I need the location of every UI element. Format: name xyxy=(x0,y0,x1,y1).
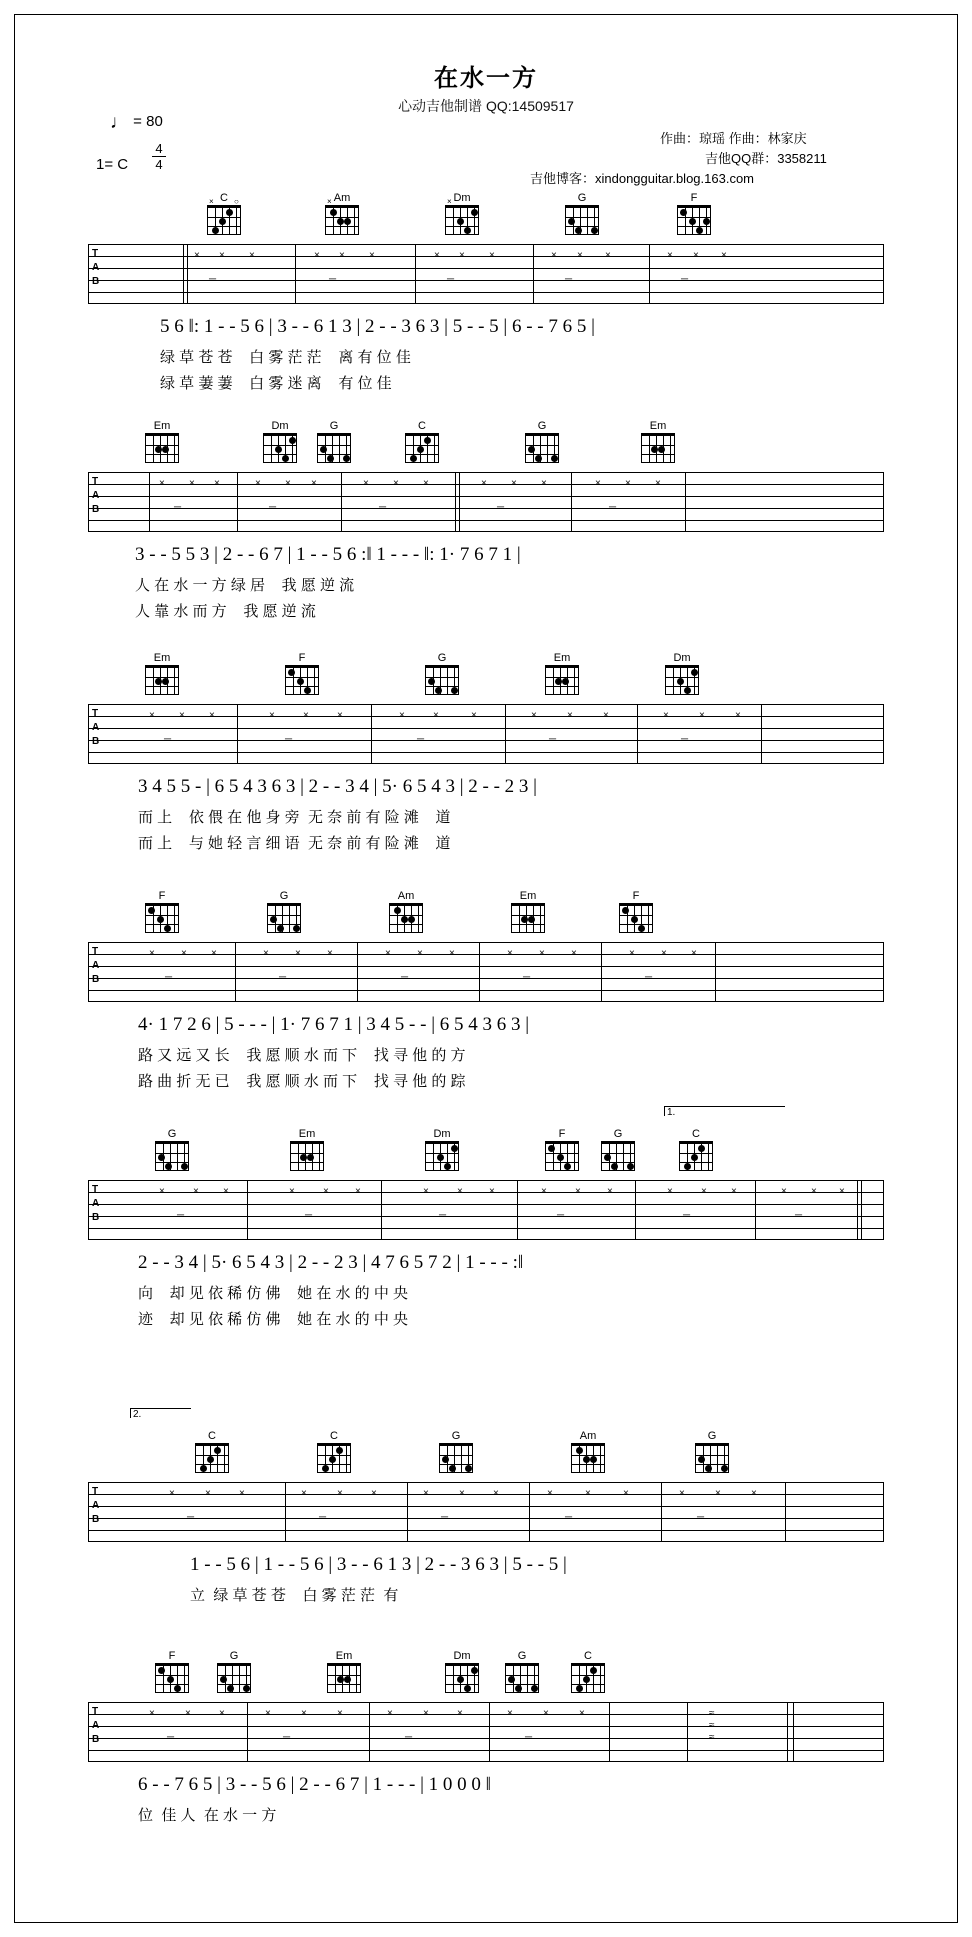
composer-credit: 作曲：琼瑶 作曲：林家庆 xyxy=(660,131,807,146)
chord-diagram-row xyxy=(0,890,972,942)
chord-grid xyxy=(641,433,675,463)
lyrics-row-4b: 路 曲 折 无 已 我 愿 顺 水 而 下 找 寻 他 的 踪 xyxy=(138,1073,466,1090)
chord-diagram-em: Em xyxy=(285,1128,329,1171)
chord-diagram-g: G xyxy=(420,652,464,695)
chord-diagram-c-2: C xyxy=(312,1430,356,1473)
chord-grid xyxy=(425,665,459,695)
chord-grid xyxy=(145,665,179,695)
chord-grid: × xyxy=(325,205,359,235)
chord-diagram-row xyxy=(0,192,972,244)
lyrics-row-2a: 人 在 水 一 方 绿 居 我 愿 逆 流 xyxy=(135,577,355,594)
chord-diagram-em: Em xyxy=(140,420,184,463)
chord-diagram-c: C xyxy=(190,1430,234,1473)
chord-diagram-g: G xyxy=(560,192,604,235)
system-2 xyxy=(0,420,972,626)
lyrics-row-7a: 位 佳 人 在 水 一 方 xyxy=(138,1807,277,1824)
lyrics-row-1b: 绿 草 萋 萋 白 雾 迷 离 有 位 佳 xyxy=(160,375,392,392)
chord-grid xyxy=(505,1663,539,1693)
chord-diagram-em-2: Em xyxy=(540,652,584,695)
chord-diagram-g: G xyxy=(262,890,306,933)
time-signature xyxy=(152,142,166,171)
chord-diagram-dm: Dm xyxy=(258,420,302,463)
chord-grid xyxy=(445,1663,479,1693)
lyrics-row-2b: 人 靠 水 而 方 我 愿 逆 流 xyxy=(135,603,316,620)
chord-diagram-dm: Dm × xyxy=(440,192,484,235)
chord-grid xyxy=(267,903,301,933)
lyrics-row-3b: 而 上 与 她 轻 言 细 语 无 奈 前 有 险 滩 道 xyxy=(138,835,451,852)
chord-grid xyxy=(389,903,423,933)
system-6 xyxy=(0,1409,972,1610)
tab-staff-4: T A B × × × ─ × × × ─ × × × ─ × × × ─ × × × ─ xyxy=(88,942,884,1002)
tempo-value: = 80 xyxy=(133,113,163,130)
chord-grid: × ○ xyxy=(207,205,241,235)
chord-diagram-g-2: G xyxy=(596,1128,640,1171)
chord-grid xyxy=(677,205,711,235)
chord-grid xyxy=(545,1141,579,1171)
chord-diagram-g: G xyxy=(150,1128,194,1171)
tab-clef: T A B xyxy=(92,1184,100,1223)
tab-staff-7: T A B × × × ─ × × × ─ × × × ─ × × × ─ ≈ ≈ ≈ xyxy=(88,1702,884,1762)
melody-numbers-5: 2 - - 3 4 | 5· 6 5 4 3 | 2 - - 2 3 | 4 7 6 5 7 2 | 1 - - - :‖ xyxy=(138,1252,524,1273)
lyrics-row-5b: 迹 却 见 依 稀 仿 佛 她 在 水 的 中 央 xyxy=(138,1311,409,1328)
chord-grid xyxy=(665,665,699,695)
chord-diagram-g: G xyxy=(434,1430,478,1473)
chord-diagram-dm: Dm xyxy=(660,652,704,695)
chord-grid xyxy=(217,1663,251,1693)
chord-grid xyxy=(439,1443,473,1473)
tempo-marking xyxy=(110,112,163,134)
system-3 xyxy=(0,652,972,858)
page-title: 在水一方 xyxy=(434,65,538,92)
chord-diagram-c: C xyxy=(674,1128,718,1171)
qq-group-credit: 吉他QQ群：3358211 xyxy=(705,151,827,166)
tab-staff-1: T A B × × × ─ × × × ─ × × × ─ × × × ─ × × × ─ xyxy=(88,244,884,304)
lyrics-row-5a: 向 却 见 依 稀 仿 佛 她 在 水 的 中 央 xyxy=(138,1285,409,1302)
chord-grid xyxy=(525,433,559,463)
key-signature: 1= C xyxy=(96,156,129,173)
tab-clef: T A B xyxy=(92,476,100,515)
chord-diagram-g: G xyxy=(212,1650,256,1693)
chord-grid xyxy=(145,433,179,463)
chord-diagram-row xyxy=(0,420,972,472)
chord-grid xyxy=(195,1443,229,1473)
tab-staff-5: T A B × × × ─ × × × ─ × × × ─ × × × ─ × × × ─ × × × ─ xyxy=(88,1180,884,1240)
chord-grid: × xyxy=(445,205,479,235)
chord-grid xyxy=(695,1443,729,1473)
lyrics-row-3a: 而 上 依 偎 在 他 身 旁 无 奈 前 有 险 滩 道 xyxy=(138,809,451,826)
melody-numbers-2: 3 - - 5 5 3 | 2 - - 6 7 | 1 - - 5 6 :‖ 1 - - - ‖: 1· 7 6 7 1 | xyxy=(135,544,521,565)
blog-credit: 吉他博客：xindongguitar.blog.163.com xyxy=(530,171,755,186)
melody-numbers-4: 4· 1 7 2 6 | 5 - - - | 1· 7 6 7 1 | 3 4 5 - - | 6 5 4 3 6 3 | xyxy=(138,1014,530,1035)
chord-diagram-g-2: G xyxy=(500,1650,544,1693)
lyrics-row-4a: 路 又 远 又 长 我 愿 顺 水 而 下 找 寻 他 的 方 xyxy=(138,1047,466,1064)
chord-grid xyxy=(425,1141,459,1171)
chord-grid xyxy=(145,903,179,933)
tab-staff-6: T A B × × × ─ × × × ─ × × × ─ × × × ─ × × × ─ xyxy=(88,1482,884,1542)
chord-diagram-c: C xyxy=(400,420,444,463)
chord-grid xyxy=(285,665,319,695)
chord-grid xyxy=(571,1443,605,1473)
melody-numbers-7: 6 - - 7 6 5 | 3 - - 5 6 | 2 - - 6 7 | 1 - - - | 1 0 0 0 ‖ xyxy=(138,1774,491,1795)
volta-1-bracket: 1. xyxy=(664,1106,785,1116)
tab-clef: T A B xyxy=(92,1486,100,1525)
chord-diagram-f: F xyxy=(540,1128,584,1171)
chord-grid xyxy=(571,1663,605,1693)
chord-grid xyxy=(601,1141,635,1171)
lyrics-row-1a: 绿 草 苍 苍 白 雾 茫 茫 离 有 位 佳 xyxy=(160,349,411,366)
chord-diagram-dm: Dm xyxy=(420,1128,464,1171)
chord-grid xyxy=(317,1443,351,1473)
volta-2-bracket: 2. xyxy=(130,1408,191,1418)
chord-grid xyxy=(511,903,545,933)
system-1 xyxy=(0,192,972,398)
tab-clef: T A B xyxy=(92,946,100,985)
lyrics-row-6a: 立 绿 草 苍 苍 白 雾 茫 茫 有 xyxy=(190,1587,399,1604)
tab-clef: T A B xyxy=(92,708,100,747)
chord-grid xyxy=(327,1663,361,1693)
chord-diagram-am: Am xyxy=(384,890,428,933)
tab-clef: T A B xyxy=(92,1706,100,1745)
chord-grid xyxy=(155,1663,189,1693)
melody-numbers-6: 1 - - 5 6 | 1 - - 5 6 | 3 - - 6 1 3 | 2 - - 3 6 3 | 5 - - 5 | xyxy=(190,1554,567,1575)
chord-diagram-row xyxy=(0,652,972,704)
chord-diagram-g-2: G xyxy=(520,420,564,463)
chord-diagram-row xyxy=(0,1128,972,1180)
tab-staff-2: T A B × × × ─ × × × ─ × × × ─ × × × ─ × × × ─ xyxy=(88,472,884,532)
chord-grid xyxy=(290,1141,324,1171)
chord-diagram-f: F xyxy=(280,652,324,695)
time-signature-bottom: 4 xyxy=(155,157,163,172)
chord-diagram-f-2: F xyxy=(614,890,658,933)
chord-diagram-row xyxy=(0,1650,972,1702)
chord-diagram-g: G xyxy=(312,420,356,463)
chord-diagram-am: Am × xyxy=(320,192,364,235)
tab-clef: T A B xyxy=(92,248,100,287)
quarter-note-icon: ♩ xyxy=(110,112,129,133)
chord-diagram-am: Am xyxy=(566,1430,610,1473)
chord-diagram-row xyxy=(0,1430,972,1482)
chord-diagram-em: Em xyxy=(140,652,184,695)
arranger-credit: 心动吉他制谱 QQ:14509517 xyxy=(398,98,574,114)
melody-numbers-3: 3 4 5 5 - | 6 5 4 3 6 3 | 2 - - 3 4 | 5· 6 5 4 3 | 2 - - 2 3 | xyxy=(138,776,537,797)
system-5 xyxy=(0,1107,972,1334)
chord-diagram-c: C × ○ xyxy=(202,192,246,235)
chord-grid xyxy=(565,205,599,235)
chord-diagram-f: F xyxy=(140,890,184,933)
melody-numbers-1: 5 6 ‖: 1 - - 5 6 | 3 - - 6 1 3 | 2 - - 3 6 3 | 5 - - 5 | 6 - - 7 6 5 | xyxy=(160,316,595,337)
chord-grid xyxy=(679,1141,713,1171)
time-signature-top: 4 xyxy=(155,141,163,156)
chord-grid xyxy=(619,903,653,933)
chord-diagram-f: F xyxy=(150,1650,194,1693)
chord-diagram-c: C xyxy=(566,1650,610,1693)
chord-diagram-em: Em xyxy=(322,1650,366,1693)
chord-grid xyxy=(263,433,297,463)
system-7 xyxy=(0,1650,972,1830)
system-4 xyxy=(0,890,972,1096)
chord-grid xyxy=(545,665,579,695)
chord-grid xyxy=(405,433,439,463)
chord-diagram-em: Em xyxy=(506,890,550,933)
chord-grid xyxy=(155,1141,189,1171)
chord-diagram-g-2: G xyxy=(690,1430,734,1473)
chord-grid xyxy=(317,433,351,463)
chord-diagram-em-2: Em xyxy=(636,420,680,463)
chord-diagram-dm: Dm xyxy=(440,1650,484,1693)
chord-diagram-f: F xyxy=(672,192,716,235)
tab-staff-3: T A B × × × ─ × × × ─ × × × ─ × × × ─ × × × ─ xyxy=(88,704,884,764)
